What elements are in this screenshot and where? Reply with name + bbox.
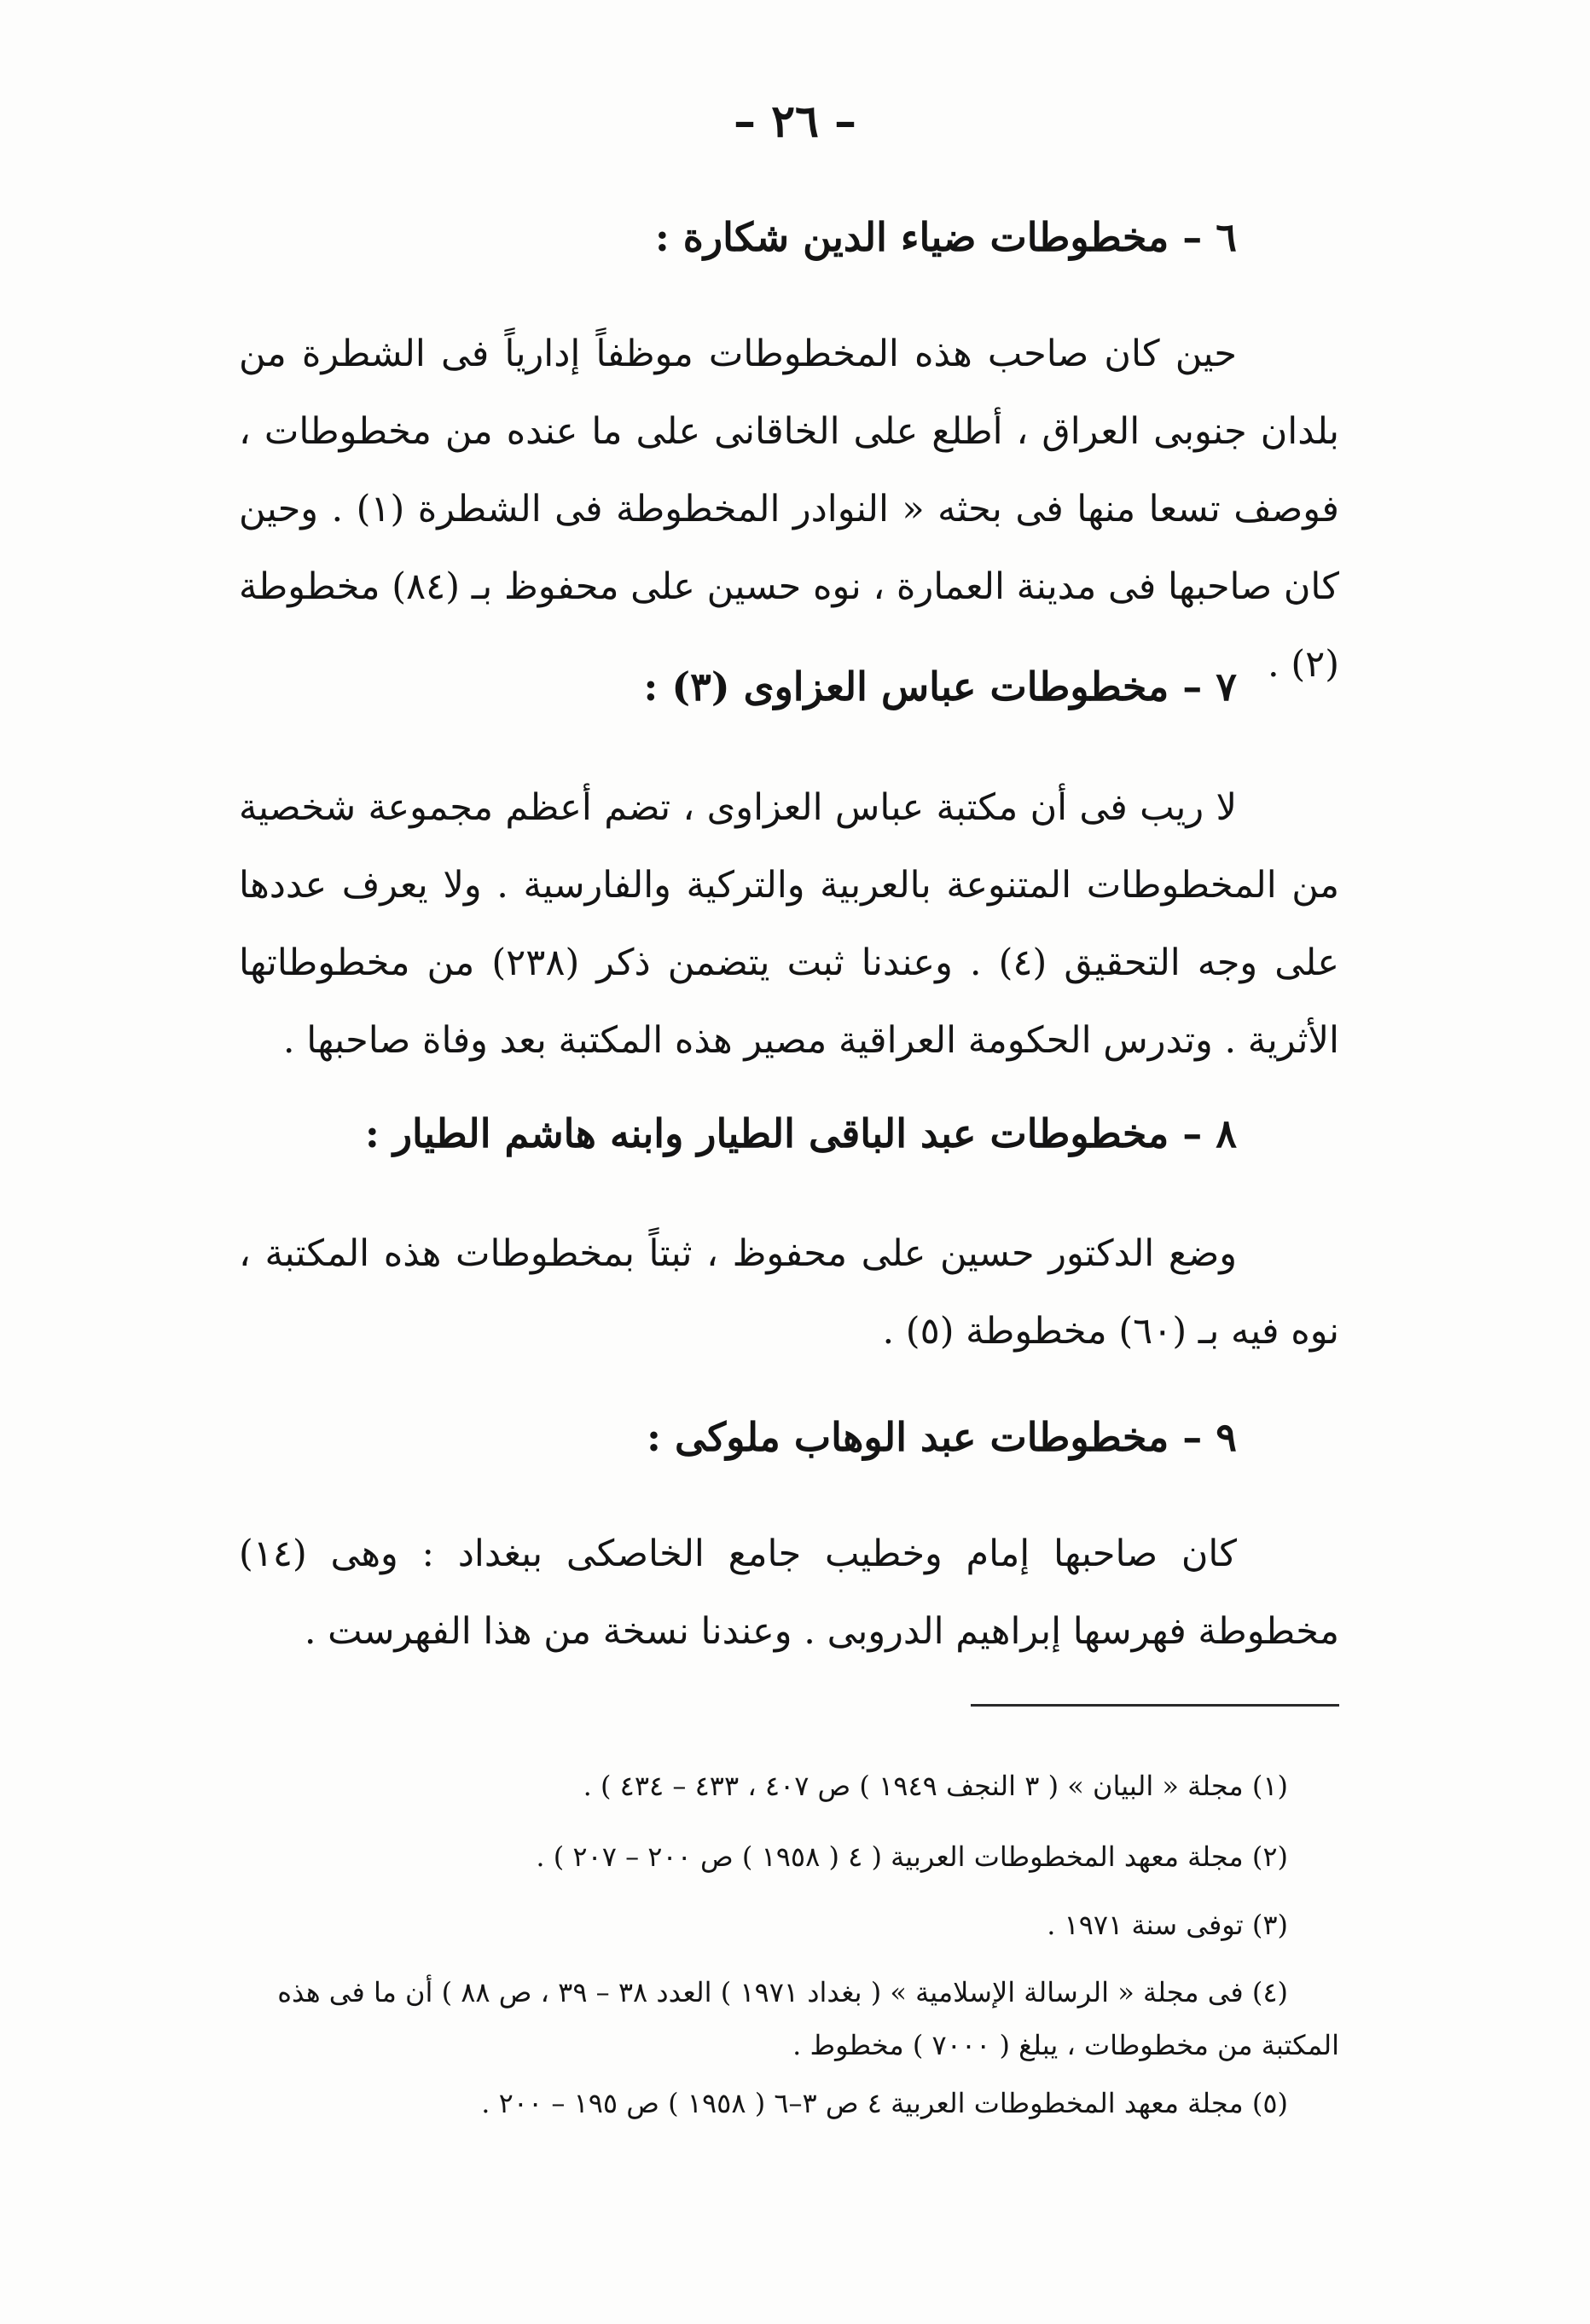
- footnote-2: (٢) مجلة معهد المخطوطات العربية ( ٤ ( ١٩٥٨ ) ص ٢٠٠ – ٢٠٧ ) .: [536, 1840, 1288, 1873]
- footnote-1: (١) مجلة « البيان » ( ٣ النجف ١٩٤٩ ) ص ٤٠٧ ، ٤٣٣ – ٤٣٤ ) .: [583, 1770, 1288, 1802]
- section-paragraph-6: حين كان صاحب هذه المخطوطات موظفاً إدارياً فى الشطرة من بلدان جنوبى العراق ، أطلع على الخاقانى على ما عنده من مخطوطات ، فوصف تسعا منها فى بحثه « النوادر المخطوطة فى الشطرة (١) . وحين كان صاحبها فى مدينة العمارة ، نوه حسين على محفوظ بـ (٨٤) مخطوطة (٢) .: [239, 333, 1339, 686]
- footnote-4: (٤) فى مجلة « الرسالة الإسلامية » ( بغداد ١٩٧١ ) العدد ٣٨ – ٣٩ ، ص ٨٨ ) أن ما فى هذه المكتبة من مخطوطات ، يبلغ ( ٧٠٠٠ ) مخطوط .: [277, 1976, 1339, 2061]
- section-paragraph-7: لا ريب فى أن مكتبة عباس العزاوى ، تضم أعظم مجموعة شخصية من المخطوطات المتنوعة بالعربية والتركية والفارسية . ولا يعرف عددها على وجه التحقيق (٤) . وعندنا ثبت يتضمن ذكر (٢٣٨) من مخطوطاتها الأثرية . وتدرس الحكومة العراقية مصير هذه المكتبة بعد وفاة صاحبها .: [239, 786, 1339, 1062]
- section-heading-8: ٨ – مخطوطات عبد الباقى الطيار وابنه هاشم الطيار :: [364, 1110, 1237, 1156]
- footnote-5: (٥) مجلة معهد المخطوطات العربية ٤ ص ٣–٦ ( ١٩٥٨ ) ص ١٩٥ – ٢٠٠ .: [481, 2087, 1288, 2119]
- section-paragraph-9: كان صاحبها إمام وخطيب جامع الخاصكى ببغداد : وهى (١٤) مخطوطة فهرسها إبراهيم الدروبى . وعندنا نسخة من هذا الفهرست .: [239, 1533, 1339, 1653]
- footnote-separator: [971, 1704, 1339, 1707]
- section-heading-9: ٩ – مخطوطات عبد الوهاب ملوكى :: [646, 1414, 1237, 1460]
- page-number: – ٢٦ –: [733, 96, 857, 148]
- section-paragraph-8: وضع الدكتور حسين على محفوظ ، ثبتاً بمخطوطات هذه المكتبة ، نوه فيه بـ (٦٠) مخطوطة (٥) .: [239, 1232, 1339, 1353]
- footnote-3: (٣) توفى سنة ١٩٧١ .: [1047, 1909, 1288, 1941]
- section-heading-6: ٦ – مخطوطات ضياء الدين شكارة :: [654, 214, 1237, 260]
- section-heading-7: ٧ – مخطوطات عباس العزاوى (٣) :: [643, 664, 1237, 710]
